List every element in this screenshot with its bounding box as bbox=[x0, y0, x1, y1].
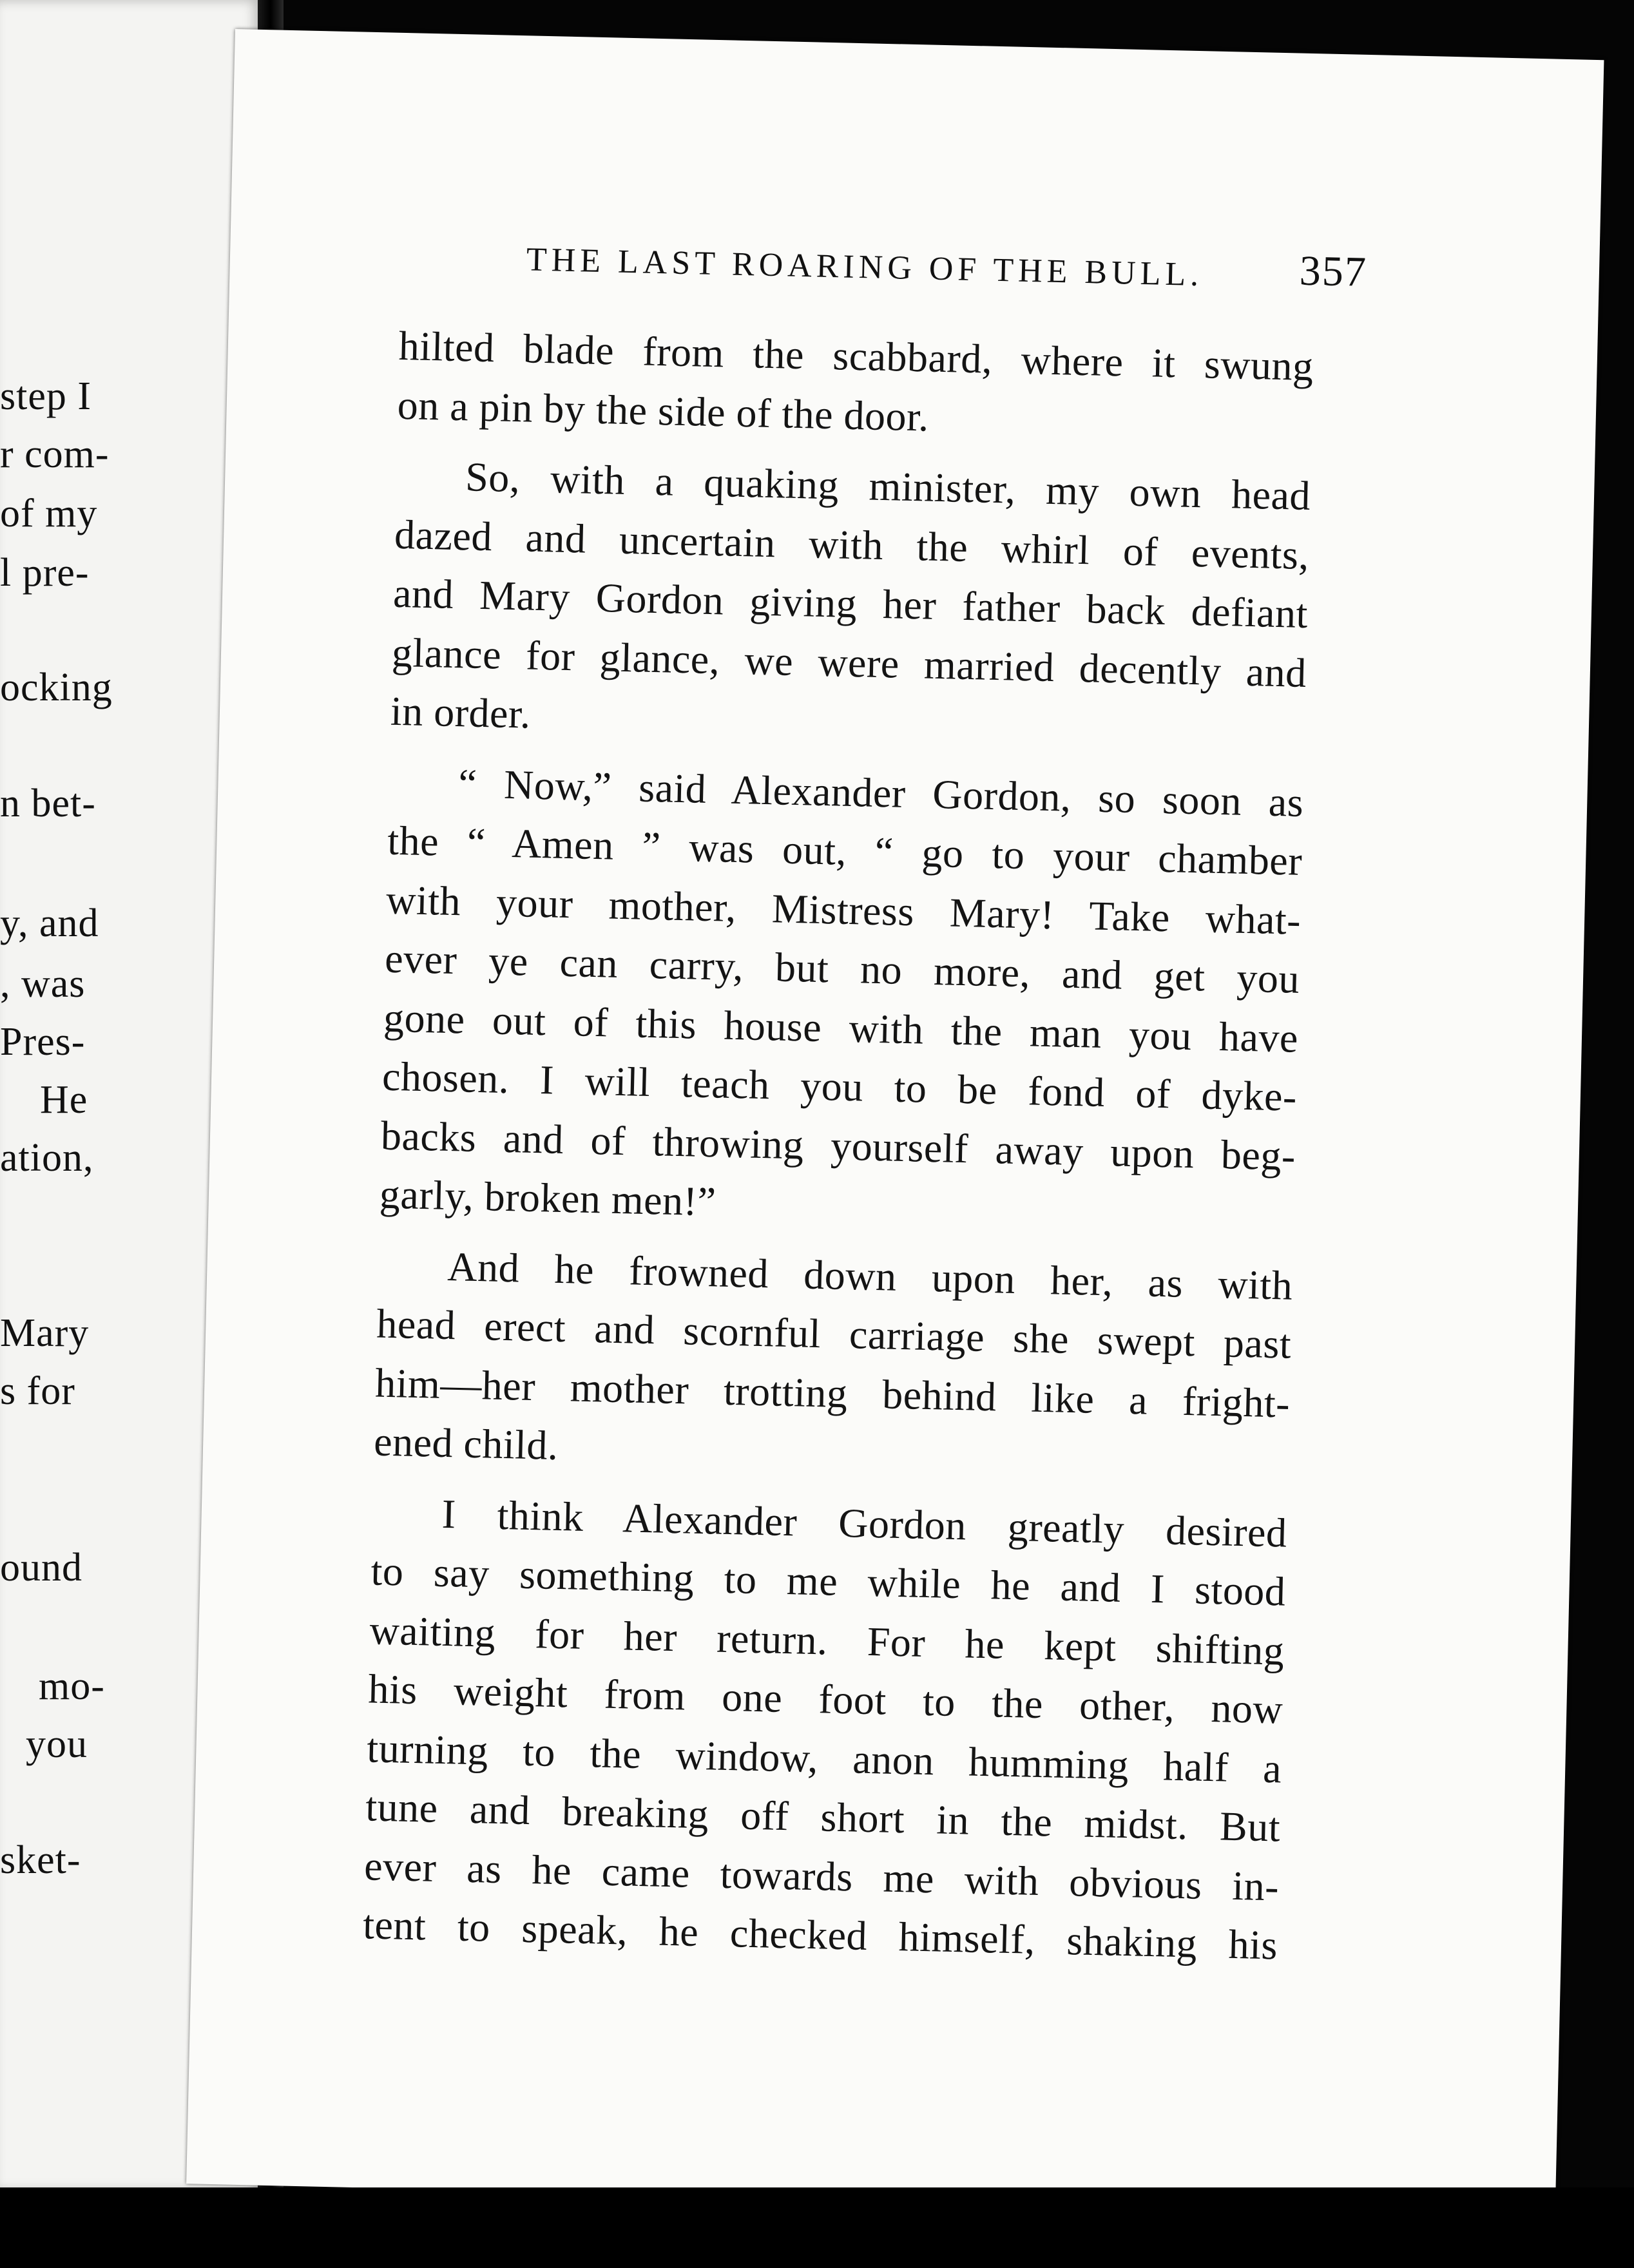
left-page-fragment: s for bbox=[0, 1369, 75, 1413]
left-page-fragment: Mary bbox=[0, 1311, 90, 1355]
text-line: hilted blade from the scabbard, where it swung bbox=[398, 322, 1314, 390]
body-text bbox=[362, 316, 1314, 1975]
text-line: head erect and scornful carriage she swept past bbox=[376, 1300, 1292, 1367]
text-line: ened child. bbox=[373, 1418, 559, 1468]
left-page-fragment: ound bbox=[0, 1546, 82, 1590]
left-page-fragment: y, and bbox=[0, 901, 99, 945]
text-line: turning to the window, anon humming half a bbox=[366, 1724, 1282, 1792]
text-line: “ Now,” said Alexander Gordon, so soon as bbox=[457, 760, 1305, 825]
left-page-fragment: Pres- bbox=[0, 1020, 86, 1064]
left-page-fragment: mo- bbox=[39, 1664, 105, 1708]
text-line: ever as he came towards me with obvious in- bbox=[363, 1842, 1280, 1909]
left-page-fragment: He bbox=[40, 1078, 88, 1122]
text-line: in order. bbox=[390, 687, 532, 737]
text-line: the “ Amen ” was out, “ go to your chamber bbox=[387, 817, 1303, 884]
running-head: THE LAST ROARING OF THE BULL. bbox=[526, 241, 1204, 294]
text-line: And he frowned down upon her, as with bbox=[447, 1243, 1293, 1309]
left-page-fragment: l pre- bbox=[0, 551, 90, 595]
text-line: his weight from one foot to the other, now bbox=[367, 1666, 1284, 1733]
text-line: So, with a quaking minister, my own head bbox=[465, 454, 1311, 519]
left-page-fragment: of my bbox=[0, 492, 98, 535]
text-line: I think Alexander Gordon greatly desired bbox=[441, 1490, 1288, 1556]
text-line: to say something to me while he and I stood bbox=[370, 1548, 1287, 1615]
left-page-fragment: ocking bbox=[0, 666, 113, 709]
text-line: glance for glance, we were married decently and bbox=[391, 629, 1307, 696]
text-line: gone out of this house with the man you have bbox=[383, 994, 1299, 1061]
text-line: tune and breaking off short in the midst. But bbox=[365, 1783, 1281, 1850]
text-line: with your mother, Mistress Mary! Take what- bbox=[385, 876, 1302, 943]
page-number: 357 bbox=[1299, 247, 1368, 296]
scanner-bed-edge bbox=[0, 2187, 1634, 2268]
left-page-fragment: you bbox=[26, 1722, 88, 1766]
text-line: chosen. I will teach you to be fond of dyke- bbox=[381, 1053, 1298, 1120]
left-page-fragment: step I bbox=[0, 374, 92, 418]
text-line: waiting for her return. For he kept shifting bbox=[369, 1606, 1285, 1674]
text-line: dazed and uncertain with the whirl of events, bbox=[394, 511, 1310, 578]
left-page-fragment: , was bbox=[0, 962, 86, 1006]
right-page bbox=[186, 29, 1604, 2215]
left-page-fragment: n bet- bbox=[0, 782, 96, 825]
left-page-fragment: r com- bbox=[0, 432, 110, 476]
text-line: backs and of throwing yourself away upon beg- bbox=[380, 1112, 1296, 1179]
text-line: on a pin by the side of the door. bbox=[397, 381, 930, 440]
text-line: him—her mother trotting behind like a fright- bbox=[374, 1359, 1291, 1427]
left-page-fragment: ation, bbox=[0, 1136, 94, 1180]
text-line: ever ye can carry, but no more, and get you bbox=[384, 935, 1300, 1002]
text-line: garly, broken men!” bbox=[379, 1171, 717, 1225]
left-page-fragment: sket- bbox=[0, 1838, 81, 1882]
text-line: and Mary Gordon giving her father back defiant bbox=[392, 570, 1309, 637]
text-line: tent to speak, he checked himself, shaking his bbox=[362, 1901, 1278, 1968]
